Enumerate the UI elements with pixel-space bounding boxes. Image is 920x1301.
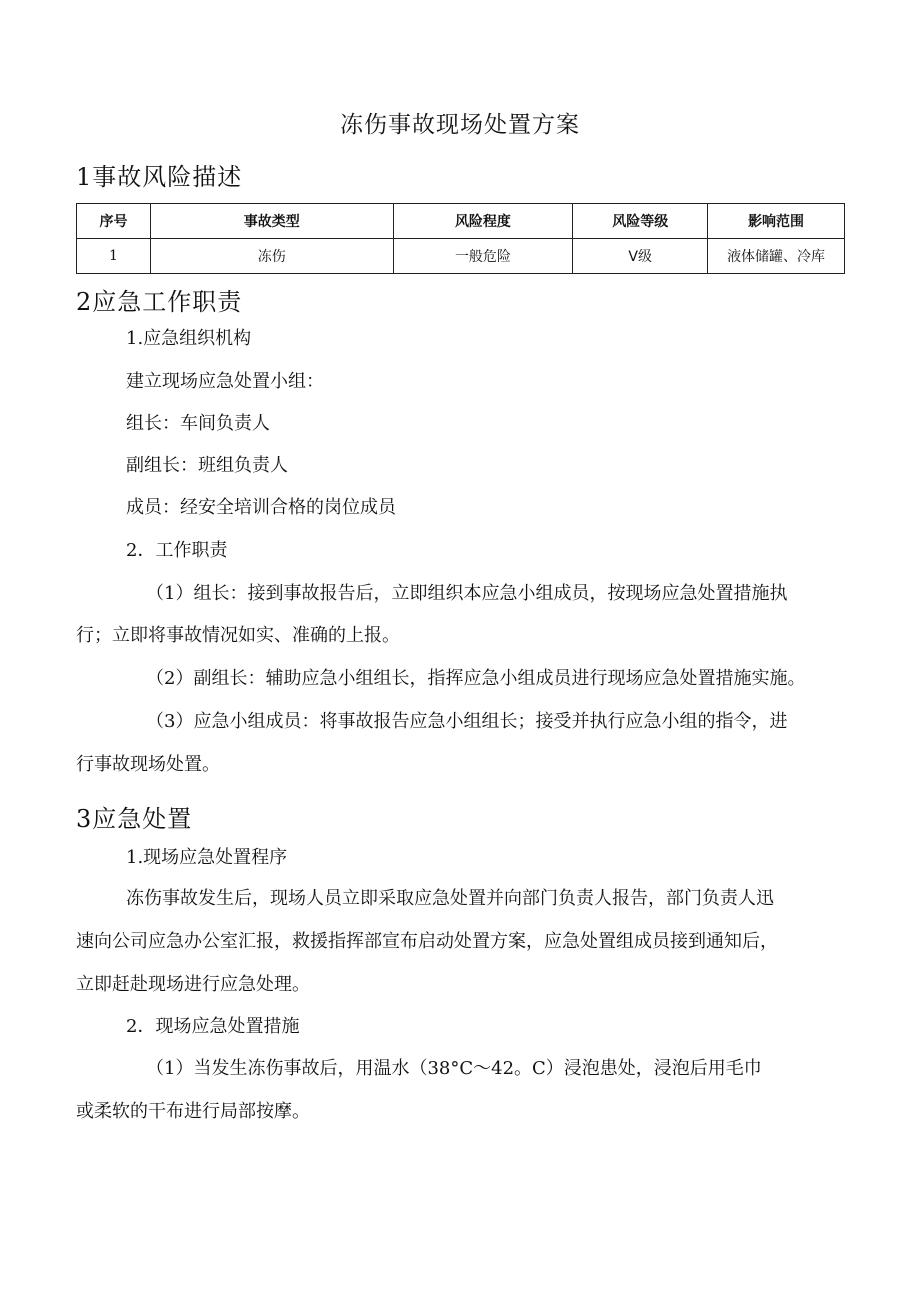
table-cell: 1 xyxy=(77,239,151,274)
section-3-heading: 3应急处置 xyxy=(76,805,193,833)
table-row xyxy=(77,239,845,274)
paragraph: （3）应急小组成员：将事故报告应急小组组长；接受并执行应急小组的指令，进 xyxy=(146,711,788,732)
paragraph: 冻伤事故发生后，现场人员立即采取应急处置并向部门负责人报告，部门负责人迅 xyxy=(126,888,774,909)
header-cell: 风险程度 xyxy=(393,204,573,239)
table-cell: 冻伤 xyxy=(150,239,393,274)
paragraph: 组长：车间负责人 xyxy=(126,413,270,434)
header-cell: 风险等级 xyxy=(573,204,708,239)
risk-table xyxy=(76,203,845,274)
page-title: 冻伤事故现场处置方案 xyxy=(340,112,580,138)
subheading-duties: 2．工作职责 xyxy=(126,540,228,561)
paragraph: 行事故现场处置。 xyxy=(76,754,220,775)
paragraph: （2）副组长：辅助应急小组组长，指挥应急小组成员进行现场应急处置措施实施。 xyxy=(146,668,806,689)
subheading-procedure: 1.现场应急处置程序 xyxy=(126,847,288,868)
header-cell: 序号 xyxy=(77,204,151,239)
paragraph: 行；立即将事故情况如实、准确的上报。 xyxy=(76,625,400,646)
paragraph: （1）组长：接到事故报告后，立即组织本应急小组成员，按现场应急处置措施执 xyxy=(146,583,788,604)
table-header-row xyxy=(77,204,845,239)
paragraph: 副组长：班组负责人 xyxy=(126,455,288,476)
header-cell: 事故类型 xyxy=(150,204,393,239)
paragraph: 速向公司应急办公室汇报，救援指挥部宣布启动处置方案，应急处置组成员接到通知后， xyxy=(76,931,778,952)
table-cell: Ⅴ级 xyxy=(573,239,708,274)
table-cell: 一般危险 xyxy=(393,239,573,274)
paragraph: 立即赶赴现场进行应急处理。 xyxy=(76,974,310,995)
subheading-measures: 2．现场应急处置措施 xyxy=(126,1016,300,1037)
section-1-heading: 1事故风险描述 xyxy=(76,163,243,191)
paragraph: 成员：经安全培训合格的岗位成员 xyxy=(126,497,396,518)
paragraph: （1）当发生冻伤事故后，用温水（38°C～42。C）浸泡患处，浸泡后用毛巾 xyxy=(146,1058,762,1079)
table-cell: 液体储罐、冷库 xyxy=(708,239,845,274)
header-cell: 影响范围 xyxy=(708,204,845,239)
paragraph: 或柔软的干布进行局部按摩。 xyxy=(76,1101,310,1122)
section-2-heading: 2应急工作职责 xyxy=(76,288,243,316)
subheading-org: 1.应急组织机构 xyxy=(126,328,252,349)
paragraph: 建立现场应急处置小组： xyxy=(126,371,324,392)
